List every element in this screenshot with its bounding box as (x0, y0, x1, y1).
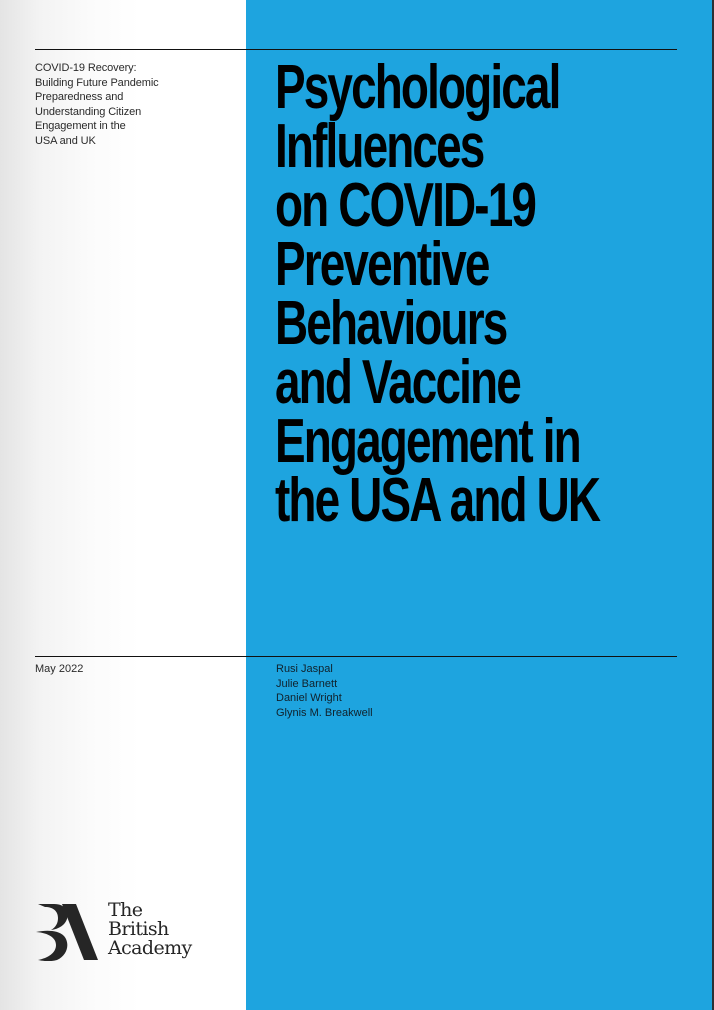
author-name: Daniel Wright (276, 692, 342, 705)
ba-logo-icon (36, 903, 98, 961)
publisher-name-line: British (108, 918, 169, 940)
series-title-line: COVID-19 Recovery: (35, 62, 137, 74)
series-title-line: Preparedness and (35, 91, 124, 103)
author-name: Julie Barnett (276, 677, 338, 690)
publisher-name (108, 901, 192, 958)
series-title-line: Building Future Pandemic (35, 76, 159, 89)
series-title-line: USA and UK (35, 134, 96, 147)
series-title (35, 61, 235, 148)
title-line: Engagement in (275, 407, 580, 476)
publisher-name-line: Academy (108, 937, 192, 959)
title-line: and Vaccine (275, 348, 520, 417)
publisher-name-line: The (108, 899, 143, 921)
author-list (276, 662, 373, 721)
series-title-line: Engagement in the (35, 120, 126, 132)
series-title-line: Understanding Citizen (35, 105, 142, 118)
title-line: Preventive (275, 230, 489, 299)
british-academy-logo (36, 899, 216, 965)
left-white-panel (0, 0, 246, 1010)
title-line: on COVID-19 (275, 171, 536, 240)
author-name: Glynis M. Breakwell (276, 707, 373, 720)
title-line: the USA and UK (275, 466, 600, 535)
author-name: Rusi Jaspal (276, 663, 333, 675)
title-line: Psychological (275, 53, 560, 122)
top-divider (35, 49, 677, 50)
publication-date: May 2022 (35, 663, 84, 675)
title-line: Influences (275, 112, 484, 181)
bottom-divider (35, 656, 677, 657)
report-title (275, 53, 600, 535)
title-line: Behaviours (275, 289, 507, 358)
